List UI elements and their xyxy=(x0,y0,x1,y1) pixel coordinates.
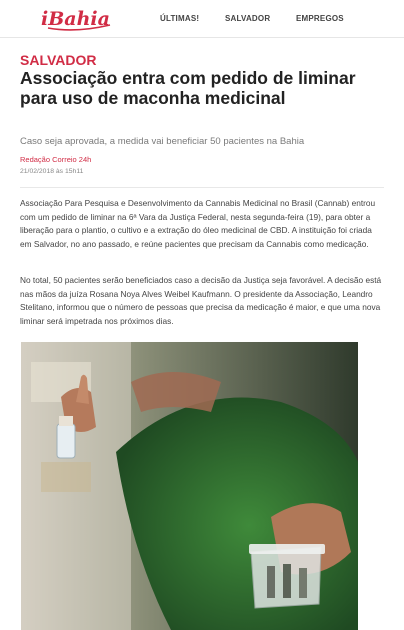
article-paragraph: No total, 50 pacientes serão beneficiados caso a decisão da Justiça seja favorável. A decisão está nas mãos da juíza Rosana Noya Alves Weibel Kaufmann. O presidente da Associação, Leandro Stelitano, informou que o número de pessoas que precisa da medicação é maior, e que uma nova liminar será impetrada nos próximos dias. xyxy=(20,275,382,326)
nav-salvador[interactable]: SALVADOR xyxy=(225,14,271,23)
article-datetime: 21/02/2018 às 15h11 xyxy=(20,168,84,175)
article-title: Associação entra com pedido de liminar para uso de maconha medicinal xyxy=(20,68,356,108)
divider xyxy=(20,187,384,188)
article-author[interactable]: Redação Correio 24h xyxy=(20,155,92,164)
logo-text: iBahia xyxy=(41,8,110,30)
site-header xyxy=(0,0,404,38)
logo-wordmark xyxy=(40,5,114,31)
article-subtitle: Caso seja aprovada, a medida vai beneficiar 50 pacientes na Bahia xyxy=(20,136,305,147)
photo-illustration xyxy=(21,342,358,630)
nav-empregos[interactable]: EMPREGOS xyxy=(296,14,344,23)
article-photo xyxy=(21,342,358,630)
nav-ultimas[interactable]: ÚLTIMAS! xyxy=(160,14,200,23)
site-logo[interactable] xyxy=(40,5,114,31)
article-paragraph: Associação Para Pesquisa e Desenvolvimento da Cannabis Medicinal no Brasil (Cannab) entrou com um pedido de liminar na 6ª Vara da Justiça Federal, nesta segunda-feira (19), para obter a liberação para o plantio, o cultivo e a extração do óleo medicinal de CBD. A instituição foi criada em Salvador, no ano passado, e reúne pacientes que precisam da Cannabis como medicação. xyxy=(20,198,376,249)
section-label[interactable]: SALVADOR xyxy=(20,52,97,68)
